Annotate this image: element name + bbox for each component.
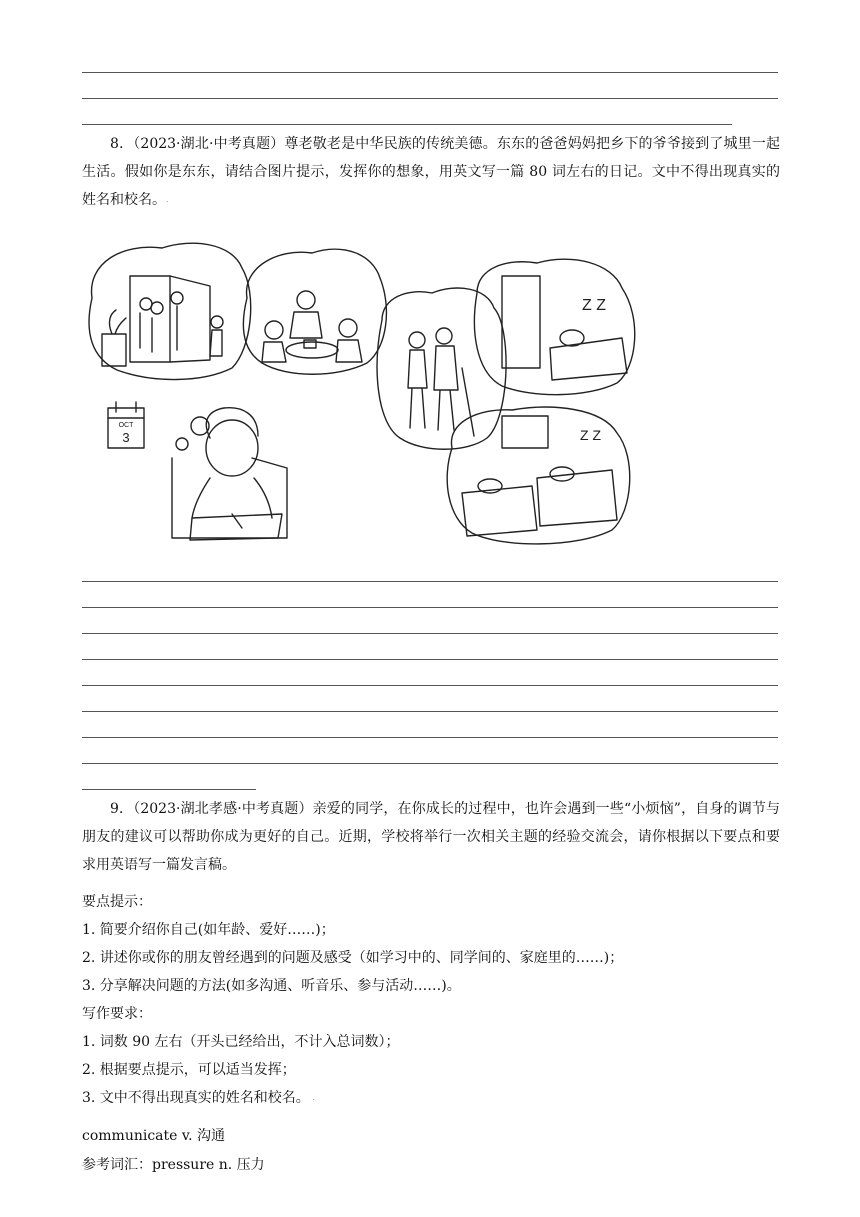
bubble-family-meal (243, 249, 386, 374)
point-item: 1. 简要介绍你自己(如年龄、爱好……)； (82, 922, 335, 938)
question-8-source: （2023·湖北·中考真题） (133, 136, 285, 152)
question-8-number: 8． (110, 136, 134, 152)
bubble-helping-grandpa (377, 288, 506, 449)
answer-line (82, 633, 778, 634)
answer-line (82, 685, 778, 686)
requirement-item: 1. 词数 90 左右（开头已经给出，不计入总词数）； (82, 1034, 400, 1050)
bubble-arrival (89, 243, 251, 379)
vocab-line: communicate v. 沟通 (82, 1128, 226, 1144)
requirements-heading: 写作要求： (82, 1006, 152, 1022)
vocab-line: 参考词汇：pressure n. 压力 (82, 1157, 265, 1173)
point-item: 2. 讲述你或你的朋友曾经遇到的问题及感受（如学习中的、同学间的、家庭里的……)； (82, 950, 624, 966)
requirement-item-text: 3. 文中不得出现真实的姓名和校名。 (82, 1090, 310, 1106)
svg-text:Z Z: Z Z (580, 427, 601, 443)
calendar-day: 3 (122, 430, 130, 445)
answer-line (82, 659, 778, 660)
question-9-text: 亲爱的同学，在你成长的过程中，也许会遇到一些“小烦恼”，自身的调节与朋友的建议可以帮助你成为更好的自己。近期，学校将举行一次相关主题的经验交流会，请你根据以下要点和要求用英语写一篇发言稿。 (82, 801, 781, 873)
answer-line (82, 763, 778, 764)
answer-line (82, 581, 778, 582)
calendar-icon (108, 402, 144, 448)
requirement-item (82, 1088, 780, 1108)
answer-line (82, 124, 732, 125)
bubble-two-sleeping (447, 407, 630, 544)
answer-line (82, 737, 778, 738)
answer-line (82, 98, 778, 99)
requirement-item: 2. 根据要点提示，可以适当发挥； (82, 1062, 296, 1078)
calendar-month: OCT (118, 422, 134, 429)
points-heading: 要点提示： (82, 894, 152, 910)
dot-mark: . (166, 195, 169, 204)
thought-dot (176, 438, 188, 450)
svg-text:Z Z: Z Z (582, 297, 606, 314)
dot-mark: . (309, 1093, 315, 1102)
boy-writing-diary (172, 408, 287, 540)
question-8-illustration (82, 238, 662, 548)
question-9 (82, 795, 780, 879)
question-8-text: 尊老敬老是中华民族的传统美德。东东的爸爸妈妈把乡下的爷爷接到了城里一起生活。假如你是东东，请结合图片提示，发挥你的想象，用英文写一篇 80 词左右的日记。文中不得出现真实的姓名和校名。 (82, 136, 780, 208)
question-9-number: 9． (110, 801, 134, 817)
bubble-grandpa-sleeping (474, 259, 634, 394)
answer-line (82, 72, 778, 73)
question-8 (82, 130, 780, 214)
answer-line (82, 607, 778, 608)
question-9-source: （2023·湖北孝感·中考真题） (133, 801, 313, 817)
answer-line (82, 711, 778, 712)
answer-line (82, 789, 256, 790)
point-item: 3. 分享解决问题的方法(如多沟通、听音乐、参与活动……)。 (82, 978, 461, 994)
